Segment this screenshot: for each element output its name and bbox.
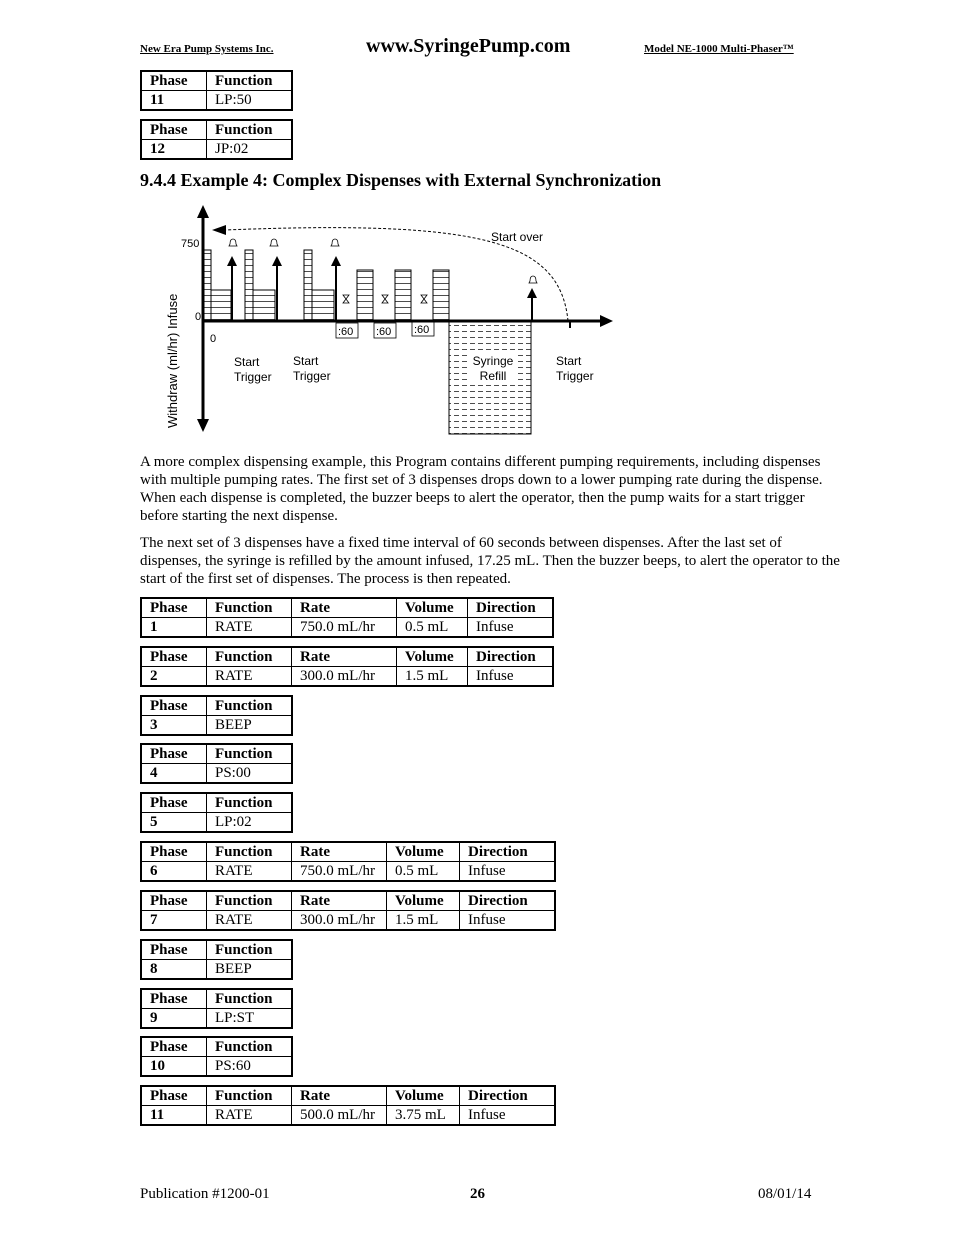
function-value: RATE: [207, 1106, 292, 1126]
section-title: 9.4.4 Example 4: Complex Dispenses with External Synchronization: [140, 170, 662, 190]
y-tick-750: 750: [181, 238, 200, 250]
bell-icon: [229, 239, 237, 246]
header-phase: Phase: [141, 842, 207, 862]
function-value: RATE: [207, 667, 292, 687]
header-phase: Phase: [141, 989, 207, 1009]
header-phase: Phase: [141, 1037, 207, 1057]
direction-value: Infuse: [460, 911, 556, 931]
start-trigger-label-2a: Start: [293, 354, 319, 368]
volume-value: 0.5 mL: [397, 618, 468, 638]
start-over-label: Start over: [491, 230, 544, 244]
phase-value: 8: [141, 960, 207, 980]
x-axis-arrow: [600, 315, 613, 327]
phase-value: 2: [141, 667, 207, 687]
start-over-arrowhead: [212, 225, 226, 235]
header-direction: Direction: [460, 1086, 556, 1106]
header-function: Function: [207, 598, 292, 618]
publication-date: 08/01/14: [758, 1186, 812, 1202]
interval-label: :60: [376, 326, 392, 338]
header-volume: Volume: [397, 647, 468, 667]
hourglass-icon: [421, 295, 427, 303]
function-value: PS:60: [207, 1057, 293, 1077]
volume-value: 3.75 mL: [387, 1106, 460, 1126]
trigger-arrowhead: [227, 256, 237, 266]
header-phase: Phase: [141, 71, 207, 91]
header-direction: Direction: [468, 647, 554, 667]
header-rate: Rate: [292, 598, 397, 618]
rate-value: 300.0 mL/hr: [292, 911, 387, 931]
volume-value: 1.5 mL: [387, 911, 460, 931]
dispense-bar: [357, 270, 373, 321]
function-value: LP:50: [207, 91, 293, 111]
phase-table-8: [140, 939, 293, 980]
header-function: Function: [207, 891, 292, 911]
function-value: LP:ST: [207, 1009, 293, 1029]
refill-label-line1: Syringe: [472, 354, 514, 368]
direction-value: Infuse: [460, 1106, 556, 1126]
header-function: Function: [207, 647, 292, 667]
phase-table-6: [140, 841, 556, 882]
header-rate: Rate: [292, 891, 387, 911]
bell-icon: [331, 239, 339, 246]
beep-arrowhead: [527, 288, 537, 298]
phase-table-11-top: [140, 70, 293, 111]
function-value: RATE: [207, 911, 292, 931]
paragraph-1: A more complex dispensing example, this Program contains different pumping requirements, including dispenses with multiple pumping rates. The first set of 3 dispenses drops down to a lower pumping rate during the dispense. When each dispense is completed, the buzzer beeps to alert the operator, then the pump waits for a start trigger before starting the next dispense.: [140, 454, 823, 524]
function-value: BEEP: [207, 716, 293, 736]
refill-label-line2: Refill: [479, 369, 507, 383]
dispense-set-2: [357, 270, 449, 321]
header-direction: Direction: [460, 891, 556, 911]
header-direction: Direction: [468, 598, 554, 618]
phase-value: 3: [141, 716, 207, 736]
header-phase: Phase: [141, 647, 207, 667]
x-origin-label: 0: [210, 333, 217, 345]
company-name: New Era Pump Systems Inc.: [140, 43, 274, 55]
phase-value: 4: [141, 764, 207, 784]
start-trigger-label-1b: Trigger: [234, 370, 272, 384]
dispense-bar: [245, 250, 253, 321]
phase-table-3: [140, 695, 293, 736]
dispense-bar: [433, 270, 449, 321]
start-trigger-label-1a: Start: [234, 355, 260, 369]
y-axis-label: Withdraw (ml/hr) Infuse: [165, 293, 180, 428]
interval-label: :60: [338, 326, 354, 338]
phase-table-7: [140, 890, 556, 931]
rate-value: 750.0 mL/hr: [292, 862, 387, 882]
dispense-bar: [395, 270, 411, 321]
phase-table-4: [140, 743, 293, 784]
header-function: Function: [207, 940, 293, 960]
header-rate: Rate: [292, 1086, 387, 1106]
header-function: Function: [207, 120, 293, 140]
header-phase: Phase: [141, 120, 207, 140]
phase-number: 12: [141, 140, 207, 160]
phase-table-2: [140, 646, 554, 687]
rate-value: 300.0 mL/hr: [292, 667, 397, 687]
header-direction: Direction: [460, 842, 556, 862]
y-axis-arrow-up: [197, 205, 209, 218]
header-phase: Phase: [141, 793, 207, 813]
phase-value: 7: [141, 911, 207, 931]
dispense-diagram: [150, 200, 630, 440]
publication-number: Publication #1200-01: [140, 1186, 270, 1202]
website-title: www.SyringePump.com: [366, 35, 571, 57]
volume-value: 1.5 mL: [397, 667, 468, 687]
header-volume: Volume: [387, 842, 460, 862]
function-value: LP:02: [207, 813, 293, 833]
y-tick-0: 0: [195, 311, 202, 323]
direction-value: Infuse: [460, 862, 556, 882]
page-number: 26: [470, 1186, 485, 1202]
header-function: Function: [207, 1086, 292, 1106]
header-function: Function: [207, 989, 293, 1009]
header-function: Function: [207, 793, 293, 813]
start-trigger-label-3a: Start: [556, 354, 582, 368]
rate-value: 750.0 mL/hr: [292, 618, 397, 638]
function-value: JP:02: [207, 140, 293, 160]
model-name: Model NE-1000 Multi-Phaser™: [644, 43, 794, 55]
phase-table-1: [140, 597, 554, 638]
header-phase: Phase: [141, 696, 207, 716]
direction-value: Infuse: [468, 667, 554, 687]
y-axis-arrow-down: [197, 419, 209, 432]
header-phase: Phase: [141, 744, 207, 764]
start-trigger-label-2b: Trigger: [293, 369, 331, 383]
bell-icon: [270, 239, 278, 246]
trigger-arrowhead: [272, 256, 282, 266]
hourglass-icon: [343, 295, 349, 303]
header-volume: Volume: [387, 1086, 460, 1106]
phase-table-9: [140, 988, 293, 1029]
header-function: Function: [207, 696, 293, 716]
phase-value: 5: [141, 813, 207, 833]
phase-table-11: [140, 1085, 556, 1126]
header-phase: Phase: [141, 1086, 207, 1106]
phase-table-12-top: [140, 119, 293, 160]
phase-value: 6: [141, 862, 207, 882]
phase-value: 10: [141, 1057, 207, 1077]
trigger-arrowhead: [331, 256, 341, 266]
phase-number: 11: [141, 91, 207, 111]
header-function: Function: [207, 1037, 293, 1057]
direction-value: Infuse: [468, 618, 554, 638]
phase-value: 9: [141, 1009, 207, 1029]
phase-table-5: [140, 792, 293, 833]
start-trigger-label-3b: Trigger: [556, 369, 594, 383]
dispense-bar: [211, 290, 231, 321]
header-function: Function: [207, 842, 292, 862]
phase-value: 1: [141, 618, 207, 638]
header-phase: Phase: [141, 940, 207, 960]
function-value: RATE: [207, 862, 292, 882]
header-phase: Phase: [141, 598, 207, 618]
header-rate: Rate: [292, 842, 387, 862]
interval-label: :60: [414, 324, 430, 336]
dispense-bar: [312, 290, 334, 321]
header-phase: Phase: [141, 891, 207, 911]
header-function: Function: [207, 744, 293, 764]
dispense-bar: [253, 290, 275, 321]
function-value: PS:00: [207, 764, 293, 784]
hourglass-icon: [382, 295, 388, 303]
dispense-bar: [203, 250, 211, 321]
phase-value: 11: [141, 1106, 207, 1126]
dispense-set-1: [203, 250, 334, 321]
header-volume: Volume: [387, 891, 460, 911]
paragraph-2: The next set of 3 dispenses have a fixed time interval of 60 seconds between dispenses. After the last set of dispenses, the syringe is refilled by the amount infused, 17.25 mL. Then the buzzer beeps, to alert the operator to the start of the first set of dispenses. The process is then repeated.: [140, 535, 840, 587]
dispense-bar: [304, 250, 312, 321]
phase-table-10: [140, 1036, 293, 1077]
rate-value: 500.0 mL/hr: [292, 1106, 387, 1126]
bell-icon: [529, 276, 537, 283]
header-volume: Volume: [397, 598, 468, 618]
header-function: Function: [207, 71, 293, 91]
header-rate: Rate: [292, 647, 397, 667]
function-value: RATE: [207, 618, 292, 638]
volume-value: 0.5 mL: [387, 862, 460, 882]
function-value: BEEP: [207, 960, 293, 980]
